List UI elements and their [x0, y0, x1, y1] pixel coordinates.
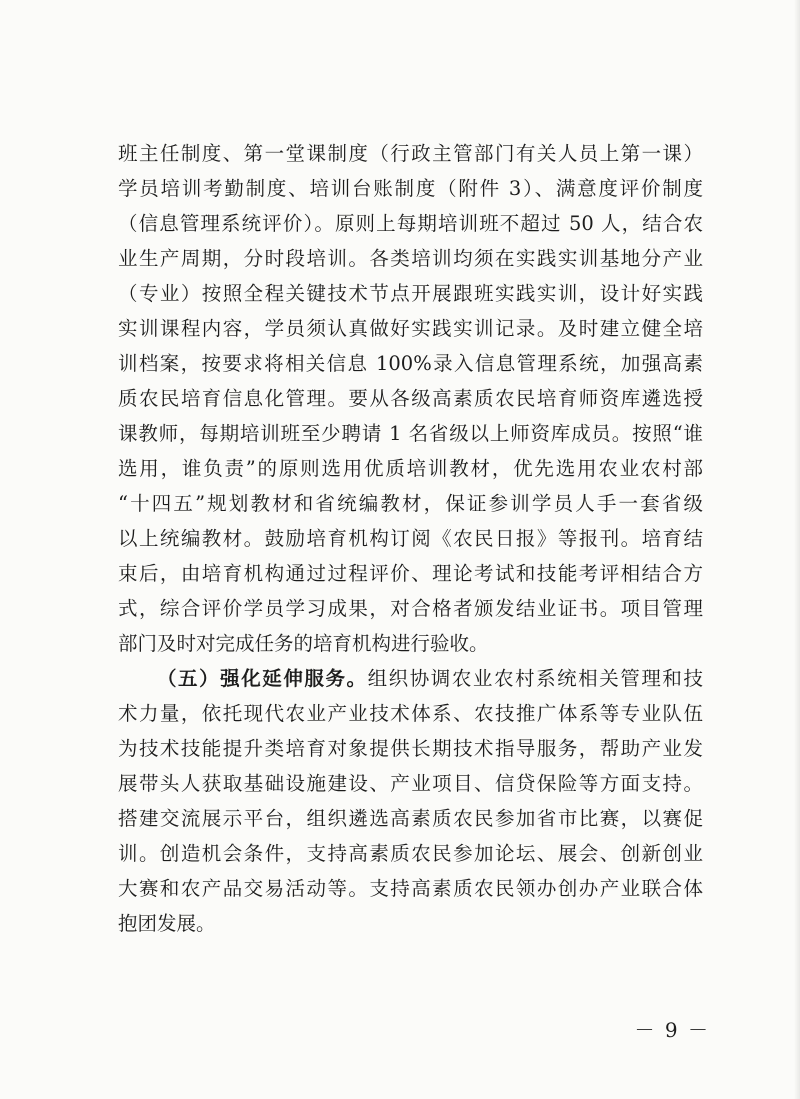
text-line: 班主任制度、第一堂课制度（行政主管部门有关人员上第一课） — [118, 142, 703, 165]
text-line: 业生产周期，分时段培训。各类培训均须在实践实训基地分产业 — [118, 247, 703, 270]
text-line: 训档案，按要求将相关信息 100%录入信息管理系统，加强高素 — [118, 352, 703, 375]
text-line: 学员培训考勤制度、培训台账制度（附件 3）、满意度评价制度 — [118, 177, 703, 200]
text-line: 术力量，依托现代农业产业技术体系、农技推广体系等专业队伍 — [118, 702, 703, 725]
text-line: 训。创造机会条件，支持高素质农民参加论坛、展会、创新创业 — [118, 842, 703, 865]
text-line: （专业）按照全程关键技术节点开展跟班实践实训，设计好实践 — [118, 282, 703, 305]
page-number: － 9 － — [634, 1018, 710, 1042]
text-line: 以上统编教材。鼓励培育机构订阅《农民日报》等报刊。培育结 — [118, 527, 703, 550]
text-line: 部门及时对完成任务的培育机构进行验收。 — [118, 632, 489, 655]
text-line: “十四五”规划教材和省统编教材，保证参训学员人手一套省级 — [118, 492, 703, 515]
text-line: 抱团发展。 — [118, 912, 216, 935]
section-heading: （五）强化延伸服务。 — [157, 667, 368, 690]
text-line: 束后，由培育机构通过过程评价、理论考试和技能考评相结合方 — [118, 562, 703, 585]
paragraph-first-line — [118, 661, 703, 696]
text-line: 式，综合评价学员学习成果，对合格者颁发结业证书。项目管理 — [118, 597, 703, 620]
paragraph-training-management — [118, 136, 703, 661]
text-line: （信息管理系统评价）。原则上每期培训班不超过 50 人，结合农 — [118, 212, 703, 235]
paragraph-extension-lines — [118, 696, 703, 941]
page-edge — [794, 0, 800, 1099]
text-line: 大赛和农产品交易活动等。支持高素质农民领办创办产业联合体 — [118, 877, 703, 900]
paragraph-extension-service — [118, 661, 703, 941]
text-line: 实训课程内容，学员须认真做好实践实训记录。及时建立健全培 — [118, 317, 703, 340]
text-line: 为技术技能提升类培育对象提供长期技术指导服务，帮助产业发 — [118, 737, 703, 760]
body-text — [118, 136, 703, 941]
text-line: 搭建交流展示平台，组织遴选高素质农民参加省市比赛，以赛促 — [118, 807, 703, 830]
text-line: 质农民培育信息化管理。要从各级高素质农民培育师资库遴选授 — [118, 387, 703, 410]
text-line: 课教师，每期培训班至少聘请 1 名省级以上师资库成员。按照“谁 — [118, 422, 703, 445]
text-line: 展带头人获取基础设施建设、产业项目、信贷保险等方面支持。 — [118, 772, 703, 795]
text-line: 选用，谁负责”的原则选用优质培训教材，优先选用农业农村部 — [118, 457, 703, 480]
paragraph-first-line-text: 组织协调农业农村系统相关管理和技 — [367, 667, 703, 690]
